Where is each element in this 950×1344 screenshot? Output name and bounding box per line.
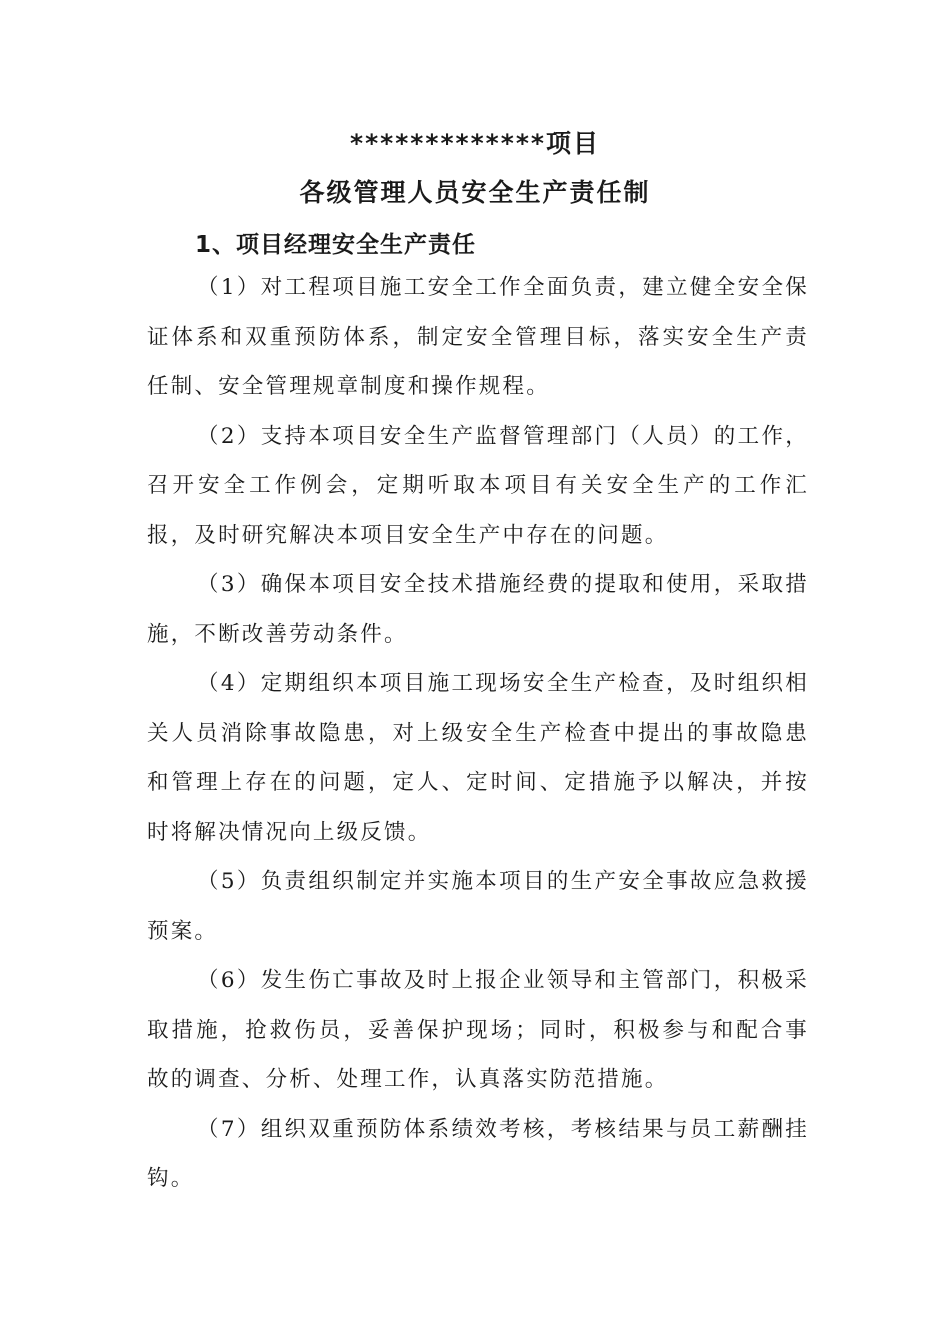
document-title: 各级管理人员安全生产责任制 xyxy=(299,178,651,207)
paragraph-2: （2）支持本项目安全生产监督管理部门（人员）的工作，召开安全工作例会，定期听取本项目有关安全生产的工作汇报，及时研究解决本项目安全生产中存在的问题。 xyxy=(147,423,809,548)
document-body xyxy=(147,263,809,1204)
paragraph-6: （6）发生伤亡事故及时上报企业领导和主管部门，积极采取措施，抢救伤员，妥善保护现场；同时，积极参与和配合事故的调查、分析、处理工作，认真落实防范措施。 xyxy=(147,968,809,1092)
document-title-project: *************项目 xyxy=(350,129,600,158)
paragraph-5: （5）负责组织制定并实施本项目的生产安全事故应急救援预案。 xyxy=(147,869,809,944)
paragraph-4: （4）定期组织本项目施工现场安全生产检查，及时组织相关人员消除事故隐患，对上级安全生产检查中提出的事故隐患和管理上存在的问题，定人、定时间、定措施予以解决，并按时将解决情况向上级反馈。 xyxy=(147,671,809,845)
section-heading: 1、项目经理安全生产责任 xyxy=(195,232,477,258)
paragraph-3: （3）确保本项目安全技术措施经费的提取和使用，采取措施，不断改善劳动条件。 xyxy=(147,572,809,647)
paragraph-1: （1）对工程项目施工安全工作全面负责，建立健全安全保证体系和双重预防体系，制定安全管理目标，落实安全生产责任制、安全管理规章制度和操作规程。 xyxy=(147,275,809,399)
paragraph-7: （7）组织双重预防体系绩效考核，考核结果与员工薪酬挂钩。 xyxy=(147,1116,809,1191)
